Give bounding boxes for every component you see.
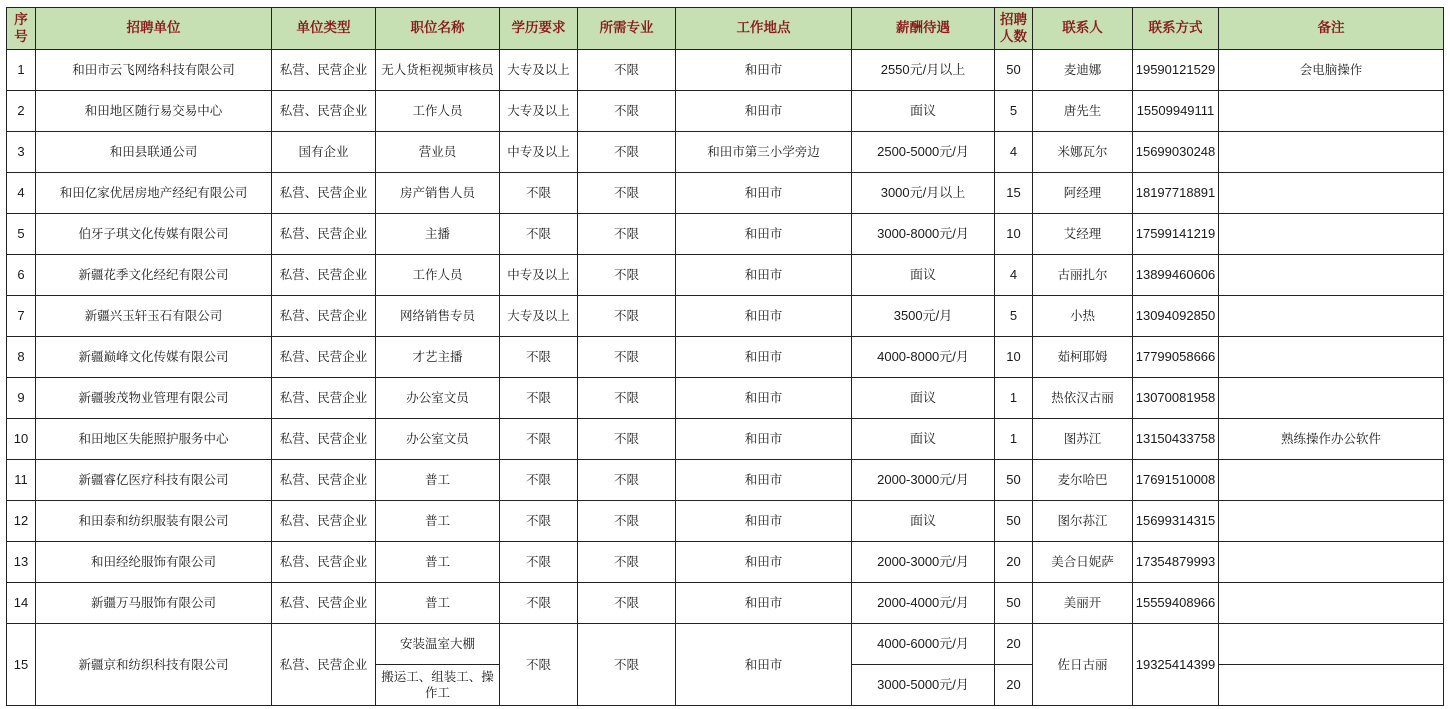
- cell-remark[interactable]: [1219, 378, 1444, 419]
- table-row: [7, 255, 1444, 296]
- cell-location[interactable]: 和田市: [676, 173, 852, 214]
- cell-major[interactable]: 不限: [578, 214, 676, 255]
- cell-phone[interactable]: 13070081958: [1133, 378, 1219, 419]
- cell-remark[interactable]: [1219, 296, 1444, 337]
- header-company[interactable]: 招聘单位: [36, 8, 272, 50]
- cell-salary[interactable]: 3000-8000元/月: [852, 214, 995, 255]
- cell-position[interactable]: 普工: [376, 501, 500, 542]
- cell-company[interactable]: 新疆兴玉轩玉石有限公司: [36, 296, 272, 337]
- cell-education[interactable]: 不限: [500, 378, 578, 419]
- table-row: [7, 132, 1444, 173]
- cell-location[interactable]: 和田市: [676, 419, 852, 460]
- cell-seq[interactable]: 8: [7, 337, 36, 378]
- cell-salary[interactable]: 3000-5000元/月: [852, 665, 995, 706]
- cell-contact[interactable]: 米娜瓦尔: [1033, 132, 1133, 173]
- cell-salary[interactable]: 面议: [852, 378, 995, 419]
- cell-company[interactable]: 新疆巅峰文化传媒有限公司: [36, 337, 272, 378]
- cell-salary[interactable]: 2000-3000元/月: [852, 460, 995, 501]
- header-seq[interactable]: 序号: [7, 8, 36, 50]
- cell-location[interactable]: 和田市: [676, 50, 852, 91]
- cell-contact[interactable]: 图尔荪江: [1033, 501, 1133, 542]
- cell-remark[interactable]: [1219, 542, 1444, 583]
- cell-remark[interactable]: [1219, 173, 1444, 214]
- header-contact[interactable]: 联系人: [1033, 8, 1133, 50]
- cell-company[interactable]: 伯牙子琪文化传媒有限公司: [36, 214, 272, 255]
- cell-education[interactable]: 中专及以上: [500, 255, 578, 296]
- cell-company[interactable]: 和田亿家优居房地产经纪有限公司: [36, 173, 272, 214]
- cell-company[interactable]: 和田泰和纺织服装有限公司: [36, 501, 272, 542]
- cell-seq[interactable]: 14: [7, 583, 36, 624]
- cell-company[interactable]: 新疆睿亿医疗科技有限公司: [36, 460, 272, 501]
- cell-major[interactable]: 不限: [578, 173, 676, 214]
- cell-education[interactable]: 不限: [500, 583, 578, 624]
- header-salary[interactable]: 薪酬待遇: [852, 8, 995, 50]
- cell-major[interactable]: 不限: [578, 501, 676, 542]
- cell-type[interactable]: 私营、民营企业: [272, 91, 376, 132]
- header-row: [7, 8, 1444, 50]
- cell-remark[interactable]: [1219, 460, 1444, 501]
- cell-phone[interactable]: 19590121529: [1133, 50, 1219, 91]
- cell-seq[interactable]: 12: [7, 501, 36, 542]
- cell-company[interactable]: 和田市云飞网络科技有限公司: [36, 50, 272, 91]
- cell-salary[interactable]: 面议: [852, 255, 995, 296]
- cell-type[interactable]: 私营、民营企业: [272, 624, 376, 706]
- recruitment-table: [6, 7, 1444, 706]
- cell-count[interactable]: 1: [995, 419, 1033, 460]
- cell-major[interactable]: 不限: [578, 296, 676, 337]
- cell-seq[interactable]: 9: [7, 378, 36, 419]
- cell-education[interactable]: 不限: [500, 624, 578, 706]
- cell-type[interactable]: 私营、民营企业: [272, 542, 376, 583]
- cell-location[interactable]: 和田市: [676, 624, 852, 706]
- cell-position[interactable]: 工作人员: [376, 91, 500, 132]
- table-row: [7, 542, 1444, 583]
- cell-count[interactable]: 4: [995, 132, 1033, 173]
- cell-position[interactable]: 安装温室大棚: [376, 624, 500, 665]
- cell-education[interactable]: 不限: [500, 173, 578, 214]
- cell-education[interactable]: 大专及以上: [500, 296, 578, 337]
- header-type[interactable]: 单位类型: [272, 8, 376, 50]
- cell-remark[interactable]: [1219, 214, 1444, 255]
- cell-contact[interactable]: 小热: [1033, 296, 1133, 337]
- cell-company[interactable]: 新疆万马服饰有限公司: [36, 583, 272, 624]
- cell-contact[interactable]: 古丽扎尔: [1033, 255, 1133, 296]
- cell-type[interactable]: 私营、民营企业: [272, 460, 376, 501]
- cell-position[interactable]: 房产销售人员: [376, 173, 500, 214]
- cell-position[interactable]: 普工: [376, 460, 500, 501]
- cell-type[interactable]: 私营、民营企业: [272, 255, 376, 296]
- header-position[interactable]: 职位名称: [376, 8, 500, 50]
- cell-phone[interactable]: 15699030248: [1133, 132, 1219, 173]
- cell-type[interactable]: 私营、民营企业: [272, 173, 376, 214]
- cell-position[interactable]: 工作人员: [376, 255, 500, 296]
- cell-remark[interactable]: 会电脑操作: [1219, 50, 1444, 91]
- cell-remark[interactable]: [1219, 583, 1444, 624]
- cell-seq[interactable]: 1: [7, 50, 36, 91]
- cell-major[interactable]: 不限: [578, 542, 676, 583]
- cell-contact[interactable]: 艾经理: [1033, 214, 1133, 255]
- cell-phone[interactable]: 17599141219: [1133, 214, 1219, 255]
- cell-remark[interactable]: [1219, 501, 1444, 542]
- cell-phone[interactable]: 17691510008: [1133, 460, 1219, 501]
- cell-salary[interactable]: 面议: [852, 501, 995, 542]
- cell-position[interactable]: 主播: [376, 214, 500, 255]
- cell-education[interactable]: 大专及以上: [500, 50, 578, 91]
- cell-contact[interactable]: 热依汉古丽: [1033, 378, 1133, 419]
- cell-education[interactable]: 不限: [500, 460, 578, 501]
- cell-salary[interactable]: 2550元/月以上: [852, 50, 995, 91]
- cell-count[interactable]: 20: [995, 624, 1033, 665]
- cell-seq[interactable]: 4: [7, 173, 36, 214]
- cell-company[interactable]: 和田经纶服饰有限公司: [36, 542, 272, 583]
- cell-location[interactable]: 和田市: [676, 501, 852, 542]
- table-row: [7, 296, 1444, 337]
- cell-position[interactable]: 网络销售专员: [376, 296, 500, 337]
- cell-major[interactable]: 不限: [578, 91, 676, 132]
- cell-major[interactable]: 不限: [578, 255, 676, 296]
- cell-location[interactable]: 和田市: [676, 296, 852, 337]
- cell-seq[interactable]: 15: [7, 624, 36, 706]
- cell-salary[interactable]: 面议: [852, 91, 995, 132]
- cell-count[interactable]: 20: [995, 665, 1033, 706]
- cell-count[interactable]: 5: [995, 91, 1033, 132]
- cell-education[interactable]: 大专及以上: [500, 91, 578, 132]
- cell-seq[interactable]: 11: [7, 460, 36, 501]
- table-row: [7, 378, 1444, 419]
- header-phone[interactable]: 联系方式: [1133, 8, 1219, 50]
- cell-phone[interactable]: 17799058666: [1133, 337, 1219, 378]
- table-row: [7, 214, 1444, 255]
- header-major[interactable]: 所需专业: [578, 8, 676, 50]
- cell-type[interactable]: 私营、民营企业: [272, 583, 376, 624]
- cell-position[interactable]: 搬运工、组装工、操作工: [376, 665, 500, 706]
- cell-seq[interactable]: 3: [7, 132, 36, 173]
- header-education[interactable]: 学历要求: [500, 8, 578, 50]
- cell-salary[interactable]: 3500元/月: [852, 296, 995, 337]
- cell-phone[interactable]: 15559408966: [1133, 583, 1219, 624]
- cell-count[interactable]: 20: [995, 542, 1033, 583]
- cell-count[interactable]: 10: [995, 337, 1033, 378]
- cell-type[interactable]: 私营、民营企业: [272, 50, 376, 91]
- cell-type[interactable]: 私营、民营企业: [272, 419, 376, 460]
- cell-phone[interactable]: 17354879993: [1133, 542, 1219, 583]
- cell-contact[interactable]: 美丽开: [1033, 583, 1133, 624]
- cell-position[interactable]: 无人货柜视频审核员: [376, 50, 500, 91]
- header-count[interactable]: 招聘人数: [995, 8, 1033, 50]
- cell-education[interactable]: 中专及以上: [500, 132, 578, 173]
- header-remark[interactable]: 备注: [1219, 8, 1444, 50]
- cell-count[interactable]: 50: [995, 501, 1033, 542]
- cell-major[interactable]: 不限: [578, 378, 676, 419]
- cell-major[interactable]: 不限: [578, 419, 676, 460]
- cell-count[interactable]: 50: [995, 583, 1033, 624]
- cell-major[interactable]: 不限: [578, 50, 676, 91]
- table-row: [7, 337, 1444, 378]
- cell-location[interactable]: 和田市: [676, 337, 852, 378]
- cell-position[interactable]: 办公室文员: [376, 419, 500, 460]
- table-row: [7, 91, 1444, 132]
- table-row: [7, 419, 1444, 460]
- cell-location[interactable]: 和田市: [676, 378, 852, 419]
- cell-seq[interactable]: 2: [7, 91, 36, 132]
- cell-major[interactable]: 不限: [578, 583, 676, 624]
- cell-type[interactable]: 私营、民营企业: [272, 337, 376, 378]
- cell-contact[interactable]: 麦尔哈巴: [1033, 460, 1133, 501]
- table-row: [7, 583, 1444, 624]
- cell-count[interactable]: 5: [995, 296, 1033, 337]
- cell-position[interactable]: 营业员: [376, 132, 500, 173]
- cell-company[interactable]: 新疆骏茂物业管理有限公司: [36, 378, 272, 419]
- cell-count[interactable]: 1: [995, 378, 1033, 419]
- cell-type[interactable]: 国有企业: [272, 132, 376, 173]
- cell-remark[interactable]: [1219, 665, 1444, 706]
- cell-count[interactable]: 50: [995, 460, 1033, 501]
- cell-education[interactable]: 不限: [500, 214, 578, 255]
- cell-position[interactable]: 办公室文员: [376, 378, 500, 419]
- cell-company[interactable]: 新疆花季文化经纪有限公司: [36, 255, 272, 296]
- cell-location[interactable]: 和田市: [676, 255, 852, 296]
- table-row: [7, 501, 1444, 542]
- cell-count[interactable]: 4: [995, 255, 1033, 296]
- header-location[interactable]: 工作地点: [676, 8, 852, 50]
- cell-type[interactable]: 私营、民营企业: [272, 214, 376, 255]
- cell-seq[interactable]: 13: [7, 542, 36, 583]
- cell-location[interactable]: 和田市: [676, 214, 852, 255]
- cell-contact[interactable]: 佐日古丽: [1033, 624, 1133, 706]
- cell-type[interactable]: 私营、民营企业: [272, 501, 376, 542]
- cell-phone[interactable]: 13899460606: [1133, 255, 1219, 296]
- cell-salary[interactable]: 2000-3000元/月: [852, 542, 995, 583]
- cell-position[interactable]: 才艺主播: [376, 337, 500, 378]
- table-row: [7, 50, 1444, 91]
- cell-salary[interactable]: 2000-4000元/月: [852, 583, 995, 624]
- cell-company[interactable]: 和田地区失能照护服务中心: [36, 419, 272, 460]
- cell-salary[interactable]: 面议: [852, 419, 995, 460]
- cell-remark[interactable]: [1219, 337, 1444, 378]
- cell-position[interactable]: 普工: [376, 542, 500, 583]
- cell-location[interactable]: 和田市: [676, 583, 852, 624]
- cell-location[interactable]: 和田市: [676, 91, 852, 132]
- cell-company[interactable]: 和田地区随行易交易中心: [36, 91, 272, 132]
- cell-contact[interactable]: 阿经理: [1033, 173, 1133, 214]
- cell-remark[interactable]: 熟练操作办公软件: [1219, 419, 1444, 460]
- cell-location[interactable]: 和田市: [676, 460, 852, 501]
- cell-education[interactable]: 不限: [500, 337, 578, 378]
- cell-seq[interactable]: 6: [7, 255, 36, 296]
- cell-education[interactable]: 不限: [500, 419, 578, 460]
- cell-position[interactable]: 普工: [376, 583, 500, 624]
- cell-salary[interactable]: 3000元/月以上: [852, 173, 995, 214]
- cell-seq[interactable]: 7: [7, 296, 36, 337]
- cell-phone[interactable]: 18197718891: [1133, 173, 1219, 214]
- cell-contact[interactable]: 麦迪娜: [1033, 50, 1133, 91]
- cell-company[interactable]: 新疆京和纺织科技有限公司: [36, 624, 272, 706]
- cell-contact[interactable]: 茹柯耶姆: [1033, 337, 1133, 378]
- cell-education[interactable]: 不限: [500, 542, 578, 583]
- cell-type[interactable]: 私营、民营企业: [272, 378, 376, 419]
- cell-major[interactable]: 不限: [578, 337, 676, 378]
- cell-major[interactable]: 不限: [578, 460, 676, 501]
- cell-location[interactable]: 和田市第三小学旁边: [676, 132, 852, 173]
- cell-salary[interactable]: 4000-8000元/月: [852, 337, 995, 378]
- cell-count[interactable]: 50: [995, 50, 1033, 91]
- cell-major[interactable]: 不限: [578, 132, 676, 173]
- cell-education[interactable]: 不限: [500, 501, 578, 542]
- cell-seq[interactable]: 10: [7, 419, 36, 460]
- cell-remark[interactable]: [1219, 255, 1444, 296]
- cell-seq[interactable]: 5: [7, 214, 36, 255]
- cell-major[interactable]: 不限: [578, 624, 676, 706]
- cell-phone[interactable]: 15699314315: [1133, 501, 1219, 542]
- cell-phone[interactable]: 13150433758: [1133, 419, 1219, 460]
- cell-contact[interactable]: 唐先生: [1033, 91, 1133, 132]
- cell-salary[interactable]: 2500-5000元/月: [852, 132, 995, 173]
- cell-count[interactable]: 10: [995, 214, 1033, 255]
- cell-type[interactable]: 私营、民营企业: [272, 296, 376, 337]
- cell-location[interactable]: 和田市: [676, 542, 852, 583]
- cell-company[interactable]: 和田县联通公司: [36, 132, 272, 173]
- cell-count[interactable]: 15: [995, 173, 1033, 214]
- cell-remark[interactable]: [1219, 132, 1444, 173]
- table-row: [7, 624, 1444, 665]
- cell-contact[interactable]: 美合日妮萨: [1033, 542, 1133, 583]
- cell-remark[interactable]: [1219, 624, 1444, 665]
- cell-salary[interactable]: 4000-6000元/月: [852, 624, 995, 665]
- cell-phone[interactable]: 13094092850: [1133, 296, 1219, 337]
- table-row: [7, 460, 1444, 501]
- cell-phone[interactable]: 15509949111: [1133, 91, 1219, 132]
- cell-phone[interactable]: 19325414399: [1133, 624, 1219, 706]
- cell-contact[interactable]: 图苏江: [1033, 419, 1133, 460]
- table-row: [7, 173, 1444, 214]
- table-body: [7, 50, 1444, 706]
- cell-remark[interactable]: [1219, 91, 1444, 132]
